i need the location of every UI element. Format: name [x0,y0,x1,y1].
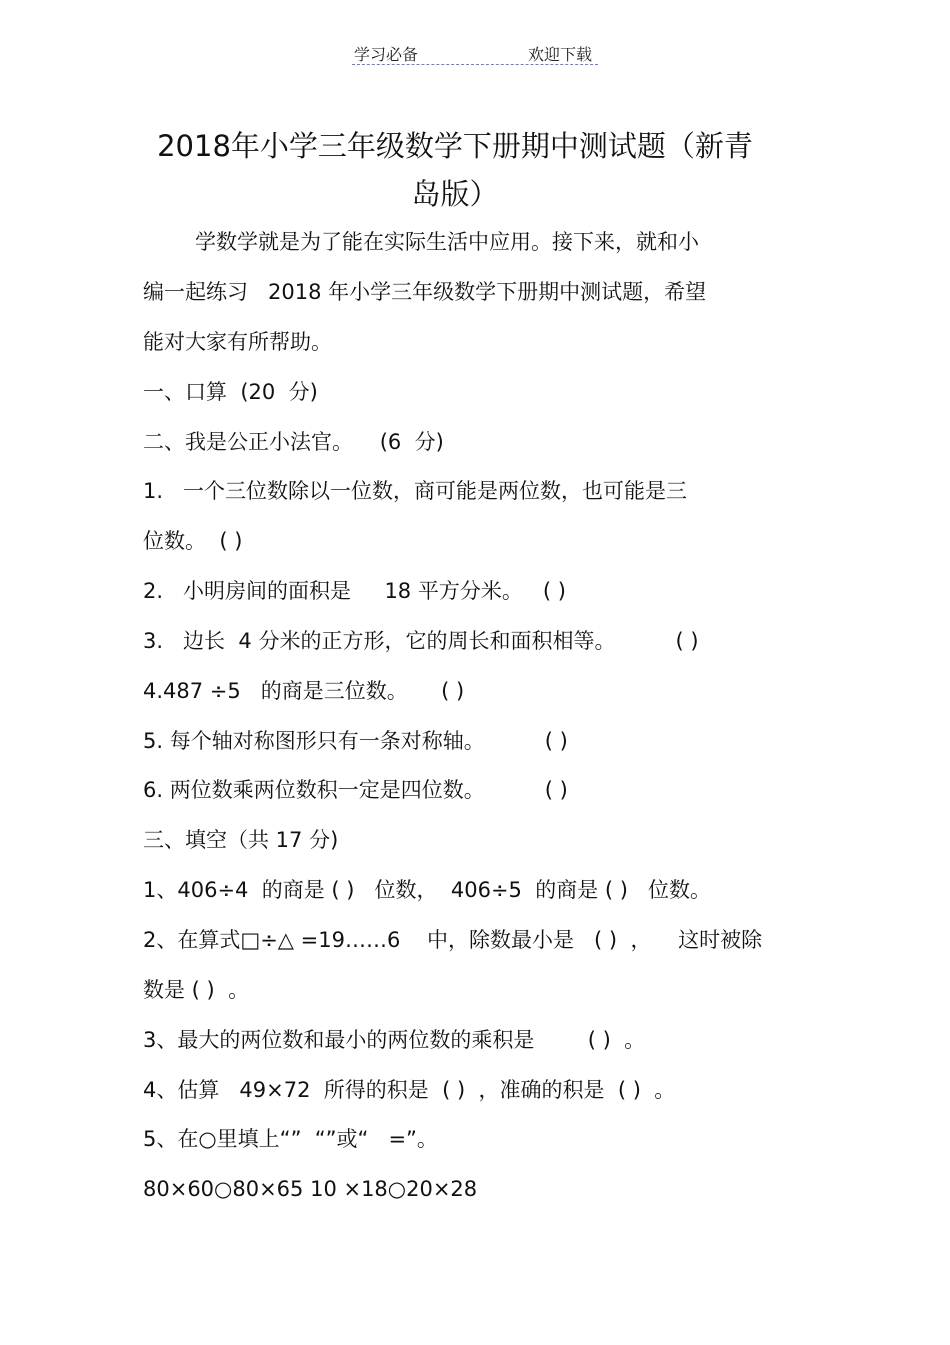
judge-question-4: 4.487 ÷5 的商是三位数。 ( ) [143,679,465,703]
header-right-text: 欢迎下载 [527,45,592,64]
fill-question-5: 5、在○里填上“” “”或“ =”。 [143,1127,438,1151]
page-header [352,40,598,65]
document-title [135,122,775,218]
intro-paragraph-line-3: 能对大家有所帮助。 [143,330,332,354]
fill-question-1: 1、406÷4 的商是 ( ) 位数， 406÷5 的商是 ( ) 位数。 [143,878,712,902]
fill-question-3: 3、最大的两位数和最小的两位数的乘积是 ( ) 。 [143,1028,646,1052]
fill-question-5-expressions: 80×60○80×65 10 ×18○20×28 [143,1177,478,1201]
section-2-heading: 二、我是公正小法官。 (6 分) [143,430,444,454]
judge-question-5: 5. 每个轴对称图形只有一条对称轴。 ( ) [143,729,568,753]
judge-question-1-cont: 位数。 ( ) [143,529,243,553]
title-line-2: 岛版） [411,177,499,211]
section-3-heading: 三、填空（共 17 分) [143,828,339,852]
section-1-heading: 一、口算 (20 分) [143,380,318,404]
intro-paragraph-line-2: 编一起练习 2018 年小学三年级数学下册期中测试题，希望 [143,280,707,304]
judge-question-6: 6. 两位数乘两位数积一定是四位数。 ( ) [143,778,568,802]
title-line-1: 2018年小学三年级数学下册期中测试题（新青 [157,129,753,163]
fill-question-4: 4、估算 49×72 所得的积是 ( ) ，准确的积是 ( ) 。 [143,1078,676,1102]
judge-question-3: 3. 边长 4 分米的正方形，它的周长和面积相等。 ( ) [143,629,699,653]
intro-paragraph-line-1: 学数学就是为了能在实际生活中应用。接下来，就和小 [195,230,699,254]
fill-question-2-cont: 数是 ( ) 。 [143,978,250,1002]
judge-question-1: 1. 一个三位数除以一位数，商可能是两位数，也可能是三 [143,479,688,503]
judge-question-2: 2. 小明房间的面积是 18 平方分米。 ( ) [143,579,566,603]
header-left-text: 学习必备 [354,45,419,64]
fill-question-2: 2、在算式□÷△ =19……6 中，除数最小是 ( ) ， 这时被除 [143,928,763,952]
